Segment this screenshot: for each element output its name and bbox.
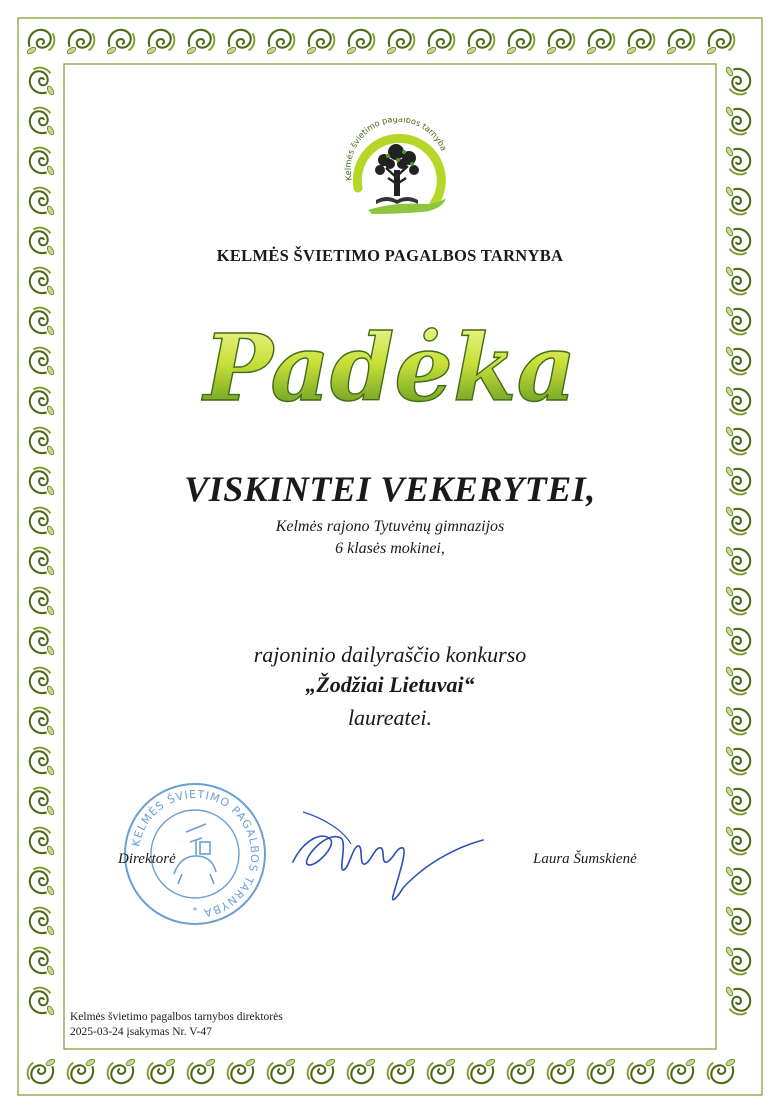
certificate-title-text: Padėka — [203, 314, 577, 422]
svg-text:*: * — [192, 906, 198, 917]
tree-book-hand-logo-icon — [338, 118, 458, 230]
signer-name: Laura Šumskienė — [533, 851, 637, 867]
order-reference-line2: 2025-03-24 įsakymas Nr. V-47 — [70, 1026, 212, 1038]
contest-name: „Žodžiai Lietuvai“ — [305, 672, 475, 697]
certificate-title — [0, 300, 780, 430]
recipient-grade: 6 klasės mokinei, — [335, 540, 445, 557]
signer-role: Direktorė — [118, 851, 176, 867]
logo — [338, 118, 458, 230]
reason-line: rajoninio dailyraščio konkurso — [253, 642, 527, 667]
organization-title: KELMĖS ŠVIETIMO PAGALBOS TARNYBA — [216, 246, 564, 265]
recipient-school: Kelmės rajono Tytuvėnų gimnazijos — [275, 518, 505, 535]
svg-text:KELMĖS ŠVIETIMO PAGALBOS TARNY: KELMĖS ŠVIETIMO PAGALBOS TARNYBA — [129, 787, 262, 920]
recipient-name: VISKINTEI VEKERYTEI, — [184, 469, 596, 509]
reason-closing: laureatei. — [347, 705, 433, 730]
order-reference-line1: Kelmės švietimo pagalbos tarnybos direktorės — [70, 1011, 283, 1023]
logo-caption: Kelmės švietimo pagalbos tarnyba — [342, 118, 450, 182]
handwritten-signature — [283, 800, 488, 915]
